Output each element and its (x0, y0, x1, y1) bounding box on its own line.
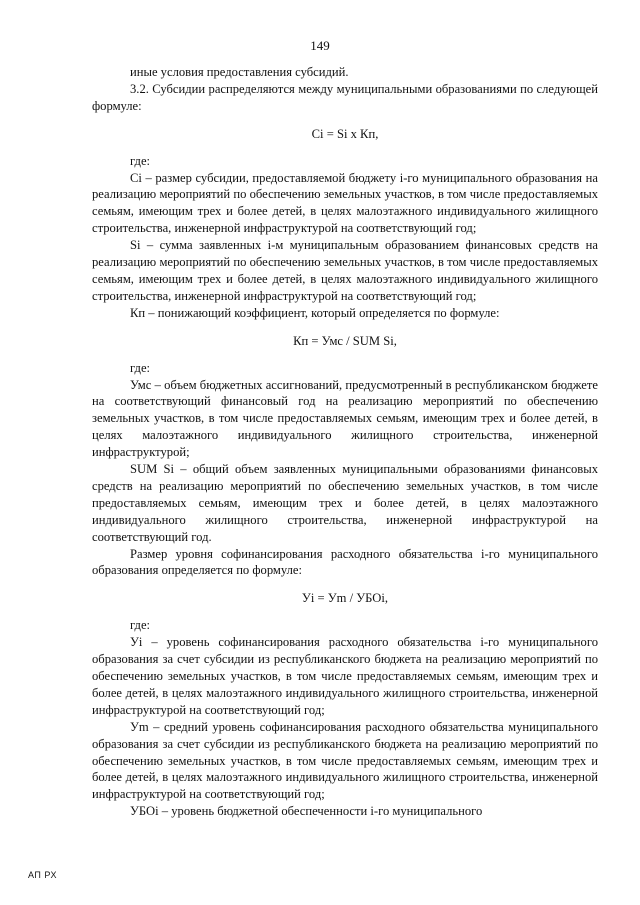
footer-label: АП РХ (28, 870, 57, 880)
definition-si: Si – сумма заявленных i-м муниципальным образованием финансовых средств на реализацию мероприятий по обеспечению земельных участков, в том числе предоставляемых семьям, имеющим трех и более детей, в целях малоэтажного индивидуального жилищного строительства, инженерной инфраструктурой на соответствующий год; (92, 238, 598, 303)
formula-subsidy: Ci = Si x Кп, (311, 126, 379, 141)
definition-ubo: УБОi – уровень бюджетной обеспеченности i-го муниципального (130, 804, 483, 819)
paragraph-distribution: 3.2. Субсидии распределяются между муниципальными образованиями по следующей формуле: (92, 81, 598, 113)
document-body (92, 64, 598, 820)
where-label: где: (130, 618, 151, 633)
definition-ums: Умс – объем бюджетных ассигнований, предусмотренный в республиканском бюджете на соответствующий финансовый год на реализацию мероприятий по обеспечению земельных участков, в том числе предоставляемых семьям, имеющим трех и более детей, в целях малоэтажного индивидуального жилищного строительства, инженерной инфраструктурой; (92, 377, 598, 460)
formula-coefficient: Кп = Умс / SUM Si, (293, 333, 397, 348)
where-label: где: (130, 360, 151, 375)
paragraph-conditions: иные условия предоставления субсидий. (130, 65, 349, 79)
formula-cofinancing: Уi = Уm / УБОi, (301, 591, 389, 606)
page-number: 149 (310, 38, 330, 53)
definition-um: Уm – средний уровень софинансирования расходного обязательства муниципального образования за счет субсидии из республиканского бюджета на реализацию мероприятий по обеспечению земельных участков, в том числе предоставляемых семьям, имеющим трех и более детей, в целях малоэтажного индивидуального жилищного строительства, инженерной инфраструктурой на соответствующий год; (92, 719, 598, 802)
definition-ci: Ci – размер субсидии, предоставляемой бюджету i-го муниципального образования на реализацию мероприятий по обеспечению земельных участков, в том числе предоставляемых семьям, имеющим трех и более детей, в целях малоэтажного индивидуального жилищного строительства, инженерной инфраструктурой на соответствующий год; (92, 170, 598, 236)
definition-ui: Уi – уровень софинансирования расходного обязательства i-го муниципального образования за счет субсидии из республиканского бюджета на реализацию мероприятий по обеспечению земельных участков, в том числе предоставляемых семьям, имеющим трех и более детей, в целях малоэтажного индивидуального жилищного строительства, инженерной инфраструктурой на соответствующий год; (92, 635, 598, 717)
definition-kp: Кп – понижающий коэффициент, который определяется по формуле: (130, 305, 500, 320)
definition-sum-si: SUM Si – общий объем заявленных муниципальными образованиями финансовых средств на реализацию мероприятий по обеспечению земельных участков, в том числе предоставляемых семьям, имеющим трех и более детей, в целях малоэтажного индивидуального жилищного строительства, инженерной инфраструктурой на соответствующий год. (92, 462, 598, 544)
paragraph-cofinancing: Размер уровня софинансирования расходного обязательства i-го муниципального образования определяется по формуле: (92, 546, 598, 578)
where-label: где: (130, 153, 151, 168)
